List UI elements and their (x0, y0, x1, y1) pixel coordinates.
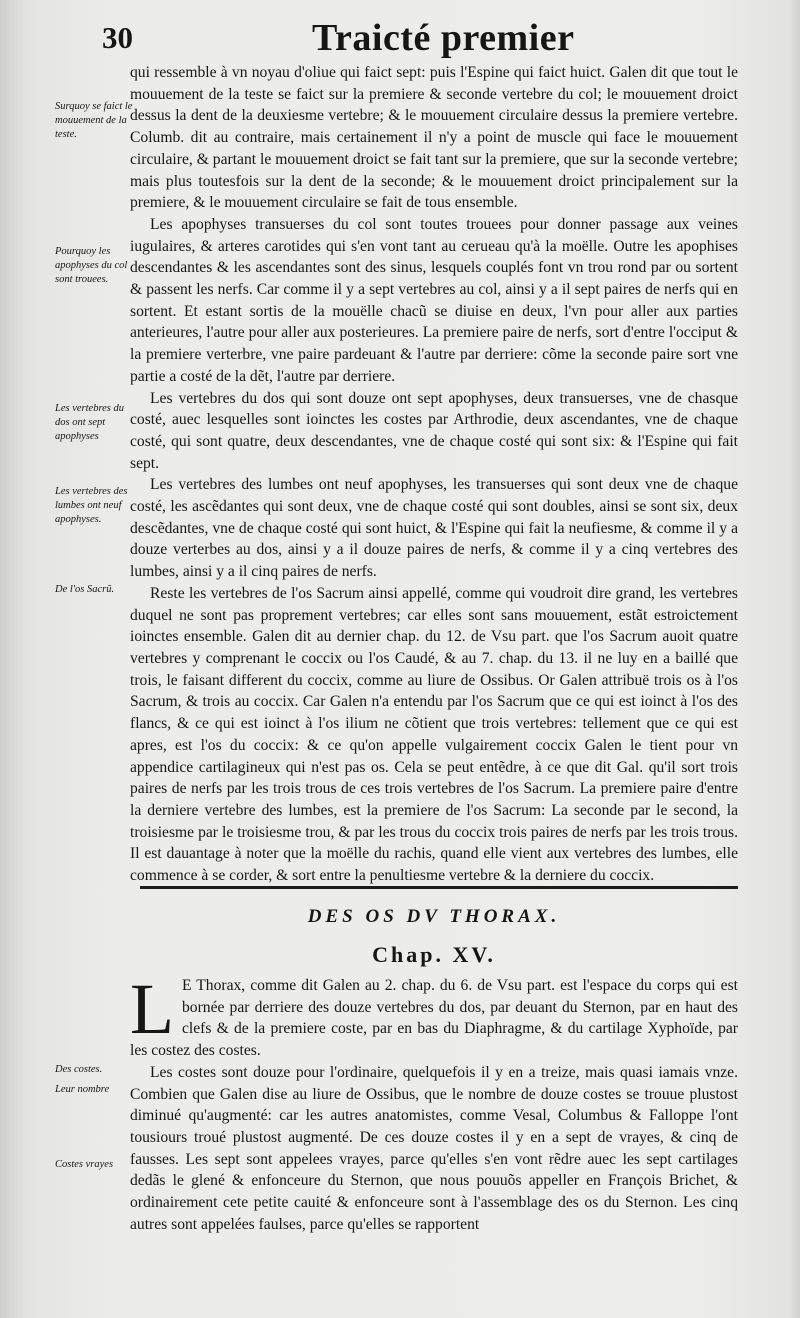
margin-note: Pourquoy les apophyses du col sont trouees. (55, 246, 128, 285)
section-title: DES OS DV THORAX. (307, 906, 561, 927)
margin-note: Les vertebres des lumbes ont neuf apophyses. (55, 486, 128, 525)
margin-note: De l'os Sacrũ. (55, 584, 115, 595)
running-title: Traicté premier (312, 17, 575, 59)
chapter-heading: Chap. XV. (372, 942, 496, 967)
paragraph: Les vertebres du dos qui sont douze ont sept apophyses, deux transuerses, vne de chasque costé, auec lesquelles sont ioinctes les costes par Arthrodie, deux ascendantes, vne de chaque costé, qui sont quatre, deux descendantes, vne de chaque costé qui sont six: & l'Espine qui fait sept. (130, 389, 738, 472)
section-divider (140, 886, 738, 889)
margin-note: Surquoy se faict le mouuement de la teste. (55, 101, 133, 140)
paragraph: Reste les vertebres de l'os Sacrum ainsi appellé, comme qui voudroit dire grand, les vertebres duquel ne sont pas proprement vertebres; car elles sont sans mouuement, estãt estroictement ioinctes ensemble. Galen dit au dernier chap. du 12. de Vsu part. que l'os Sacrum auoit quatre vertebres y comprenant le coccix ou l'os Caudé, & au 7. chap. du 13. il ne luy en a baillé que trois, le faisant different du coccix, comme au liure de Ossibus. Or Galen attribuë trois os à l'os Sacrum, & trois au coccix. Car Galen n'a entendu par l'os Sacrum que ce qui est ioinct à l'os des flancs, & ce qui est ioinct à l'os ilium ne cõtient que trois vertebres: tellement que ce qui est apres, est l'os du coccix: & ce qu'on appelle vulgairement coccix Galen le tient pour vn appendice cartilagineux qui n'est pas os. Cela se peut entẽdre, à ce que dit Gal. qu'il sort trois paires de nerfs par les trois trous de ces trois vertebres de l'os Sacrum. La premiere paire d'entre la derniere vertebre des lumbes, est la premiere de l'os Sacrum: La seconde par le second, la troisiesme par le troisiesme trou, & par les trous du coccix trois paires de nerfs par les trois trous. Il est dauantage à noter que la moëlle du rachis, quand elle vient aux vertebres des lumbes, elle commence à se corder, & sort entre la penultiesme vertebre & la derniere du coccix. (130, 584, 738, 885)
paragraph: Les apophyses transuerses du col sont toutes trouees pour donner passage aux veines iugulaires, & arteres carotides qui s'en vont tant au cerueau qu'à la moëlle. Outre les apophises descendantes & les ascendantes sont des sinus, lesquels couplés font vn trou rond par ou sortent & passent les nerfs. Car comme il y a sept vertebres au col, ainsi y a il sept paires de nerfs qui en sortent. Et estant sortis de la mouëlle chacũ se diuise en deux, l'vn pour aller aux parties anterieures, l'autre pour aller aux posterieures. La premiere paire de nerfs, sort d'entre l'occiput & la premiere verterbre, vne paire pardeuant & l'autre par derriere: cõme la seconde paire sort vne partie a costé de la dẽt, l'autre par derriere. (130, 215, 738, 385)
margin-note: Des costes. (55, 1064, 103, 1075)
main-text-section-2 (130, 969, 738, 1235)
paragraph: Les vertebres des lumbes ont neuf apophyses, les transuerses qui sont deux vne de chaque costé, les ascẽdantes qui sont deux, vne de chaque costé qui sont doubles, ainsi se sont six, deux descẽdantes, vne de chaque costé qui sont huict, & l'Espine qui fait la neufiesme, & comme il y a douze verterbes au dos, ainsi y a il douze paires de nerfs, & comme il y a cinq vertebres des lumbes, ainsi y a il cinq paires de nerfs. (130, 476, 738, 581)
paragraph: qui ressemble à vn noyau d'oliue qui faict sept: puis l'Espine qui faict huict. Galen dit que tout le mouuement de la teste se faict sur la premiere & seconde vertebre du col; le mouuement droict dessus la dent de la deuxiesme vertebre; & le mouuement circulaire dessus la premiere vertebre. Columb. dit au contraire, mais certainement il n'y a point de muscle qui face le mouuement circulaire, & partant le mouuement droict se fait tant sur la premiere, que sur la seconde vertebre; mais plus toutesfois sur la dent de la seconde; & le mouuement droict principalement sur la premiere, & le mouuement circulaire se fait de tous ensemble. (130, 64, 738, 212)
page-number: 30 (102, 20, 133, 55)
paragraph: Les costes sont douze pour l'ordinaire, quelquefois il y en a treize, mais quasi iamais vnze. Combien que Galen dise au liure de Ossibus, que le nombre de douze costes se trouue plustost diminué qu'augmenté: car les autres anatomistes, comme Vesal, Columbus & Falloppe l'ont tousiours troué plustost augmenté. De ces douze costes il y en a sept de vrayes, & cinq de fausses. Les sept sont appelees vrayes, parce qu'elles s'en vont rẽdre auec les sept cartilages dedãs le glené & enfonceure du Sternon, que nous pouuõs appeller en François Brichet, & ordinairement cete petite cauité & enfonceure sont à l'assemblage des os du Sternon. Les cinq autres sont appelées faulses, parce qu'elles se rapportent (130, 1063, 738, 1233)
drop-capital: L (130, 969, 174, 1049)
margin-note: Les vertebres du dos ont sept apophyses (55, 403, 125, 442)
paragraph: E Thorax, comme dit Galen au 2. chap. du 6. de Vsu part. est l'espace du corps qui est bornée par derriere des douze vertebres du dos, par deuant du Sternon, par en haut des clefs & de la premiere coste, par en bas du Diaphragme, & du cartilage Xyphoïde, par les costez des costes. (130, 977, 738, 1060)
margin-note: Costes vrayes (55, 1159, 114, 1170)
main-text-section-1 (130, 62, 738, 887)
margin-note: Leur nombre (55, 1084, 110, 1095)
